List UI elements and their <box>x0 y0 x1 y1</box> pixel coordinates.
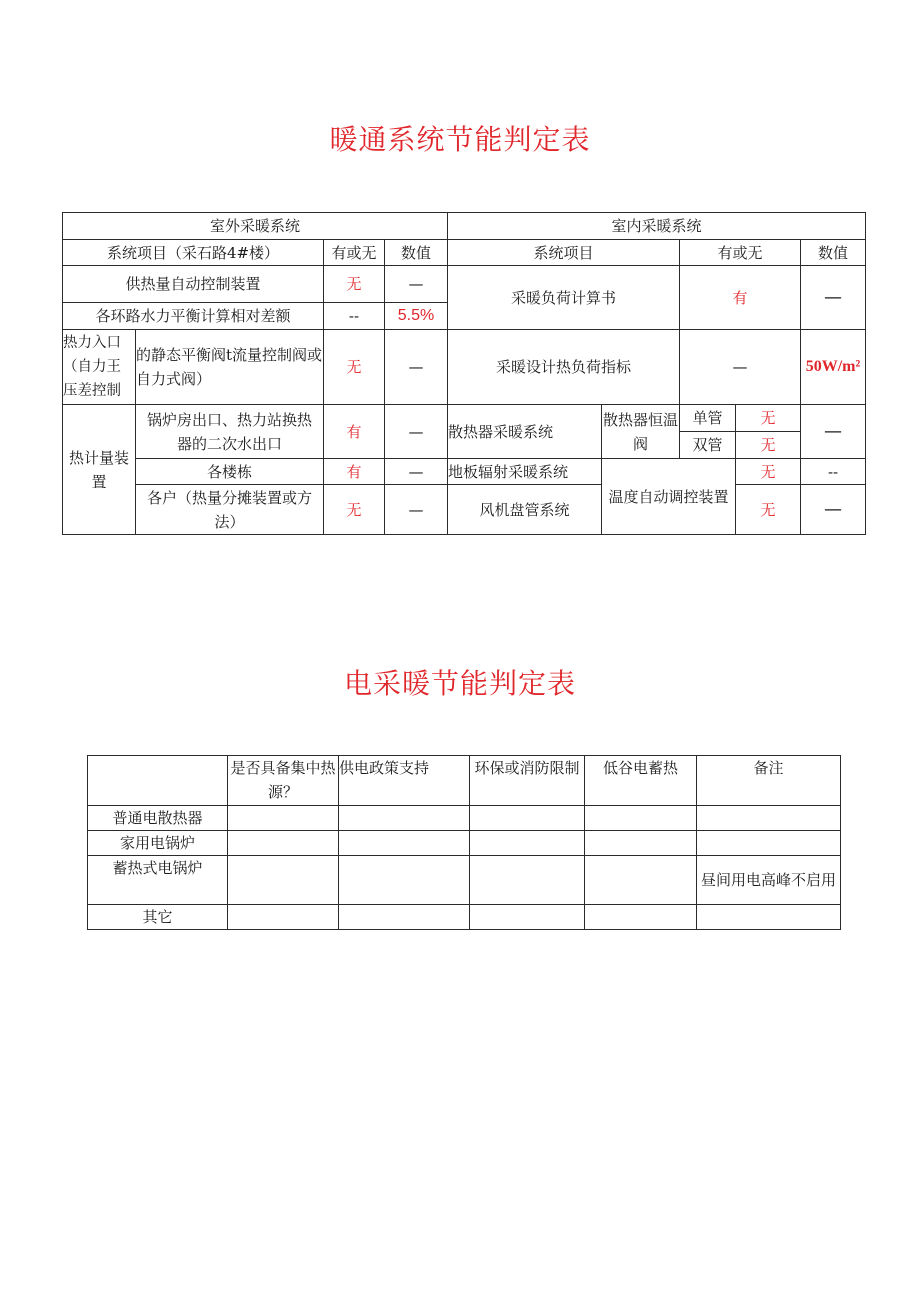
electric-heating-table <box>87 755 841 930</box>
heat-meter-group: 热计量装置 <box>63 405 136 535</box>
row-heat-supply-control: 供热量自动控制装置 <box>63 266 324 303</box>
row1-has: 无 <box>324 266 385 303</box>
row4-value: — <box>385 405 448 459</box>
header-central-heat: 是否具备集中热源？ <box>228 756 339 806</box>
row3-value: — <box>385 330 448 405</box>
row5-has: 有 <box>324 459 385 485</box>
header-remarks: 备注 <box>697 756 841 806</box>
fan-has: 无 <box>736 485 801 535</box>
radiator-valve: 散热器恒温阀 <box>602 405 680 459</box>
row-load-calc: 采暖负荷计算书 <box>448 266 680 330</box>
col-has-indoor: 有或无 <box>680 240 801 266</box>
header-offpeak-storage: 低谷电蓄热 <box>585 756 697 806</box>
header-power-policy: 供电政策支持 <box>339 756 470 806</box>
heating-table-title: 暖通系统节能判定表 <box>329 123 591 156</box>
col-has-outdoor: 有或无 <box>324 240 385 266</box>
in2-value: 50W/m² <box>801 330 866 405</box>
heating-energy-table <box>62 212 866 535</box>
row-name: 普通电散热器 <box>88 806 228 831</box>
row-each-household: 各户（热量分摊装置或方法） <box>136 485 324 535</box>
row6-value: — <box>385 485 448 535</box>
row2-value: 5.5% <box>385 303 448 330</box>
double-pipe: 双管 <box>680 432 736 459</box>
row-heat-inlet-group: 热力入口（自力王压差控制 <box>63 330 136 405</box>
row3-has: 无 <box>324 330 385 405</box>
in1-has: 有 <box>680 266 801 330</box>
radiator-system: 散热器采暖系统 <box>448 405 602 459</box>
header-env-fire: 环保或消防限制 <box>470 756 585 806</box>
header-blank <box>88 756 228 806</box>
row-note <box>697 831 841 856</box>
in2-has: — <box>680 330 801 405</box>
floor-radiant-system: 地板辐射采暖系统 <box>448 459 602 485</box>
temp-auto-control: 温度自动调控装置 <box>602 459 736 535</box>
row-note: 昼间用电高峰不启用 <box>697 856 841 905</box>
row-note <box>697 806 841 831</box>
row-name: 其它 <box>88 905 228 930</box>
row-name: 蓄热式电锅炉 <box>88 856 228 905</box>
floor-has: 无 <box>736 459 801 485</box>
in1-value: — <box>801 266 866 330</box>
fan-coil-system: 风机盘管系统 <box>448 485 602 535</box>
row-name: 家用电锅炉 <box>88 831 228 856</box>
floor-value: -- <box>801 459 866 485</box>
row2-has: -- <box>324 303 385 330</box>
radiator-value: — <box>801 405 866 459</box>
row-heat-inlet-item: 的静态平衡阀t流量控制阀或自力式阀） <box>136 330 324 405</box>
single-pipe: 单管 <box>680 405 736 432</box>
electric-table-title: 电采暖节能判定表 <box>343 667 576 700</box>
row-note <box>697 905 841 930</box>
row-boiler-outlet: 锅炉房出口、热力站换热器的二次水出口 <box>136 405 324 459</box>
row4-has: 有 <box>324 405 385 459</box>
fan-value: — <box>801 485 866 535</box>
row6-has: 无 <box>324 485 385 535</box>
single-pipe-has: 无 <box>736 405 801 432</box>
col-item-outdoor: 系统项目（采石路4#楼） <box>63 240 324 266</box>
row5-value: — <box>385 459 448 485</box>
row-each-building: 各楼栋 <box>136 459 324 485</box>
col-item-indoor: 系统项目 <box>448 240 680 266</box>
row1-value: — <box>385 266 448 303</box>
row-design-load: 采暖设计热负荷指标 <box>448 330 680 405</box>
col-value-outdoor: 数值 <box>385 240 448 266</box>
indoor-header: 室内采暖系统 <box>448 213 866 240</box>
outdoor-header: 室外采暖系统 <box>63 213 448 240</box>
row-hydraulic-balance: 各环路水力平衡计算相对差额 <box>63 303 324 330</box>
double-pipe-has: 无 <box>736 432 801 459</box>
col-value-indoor: 数值 <box>801 240 866 266</box>
